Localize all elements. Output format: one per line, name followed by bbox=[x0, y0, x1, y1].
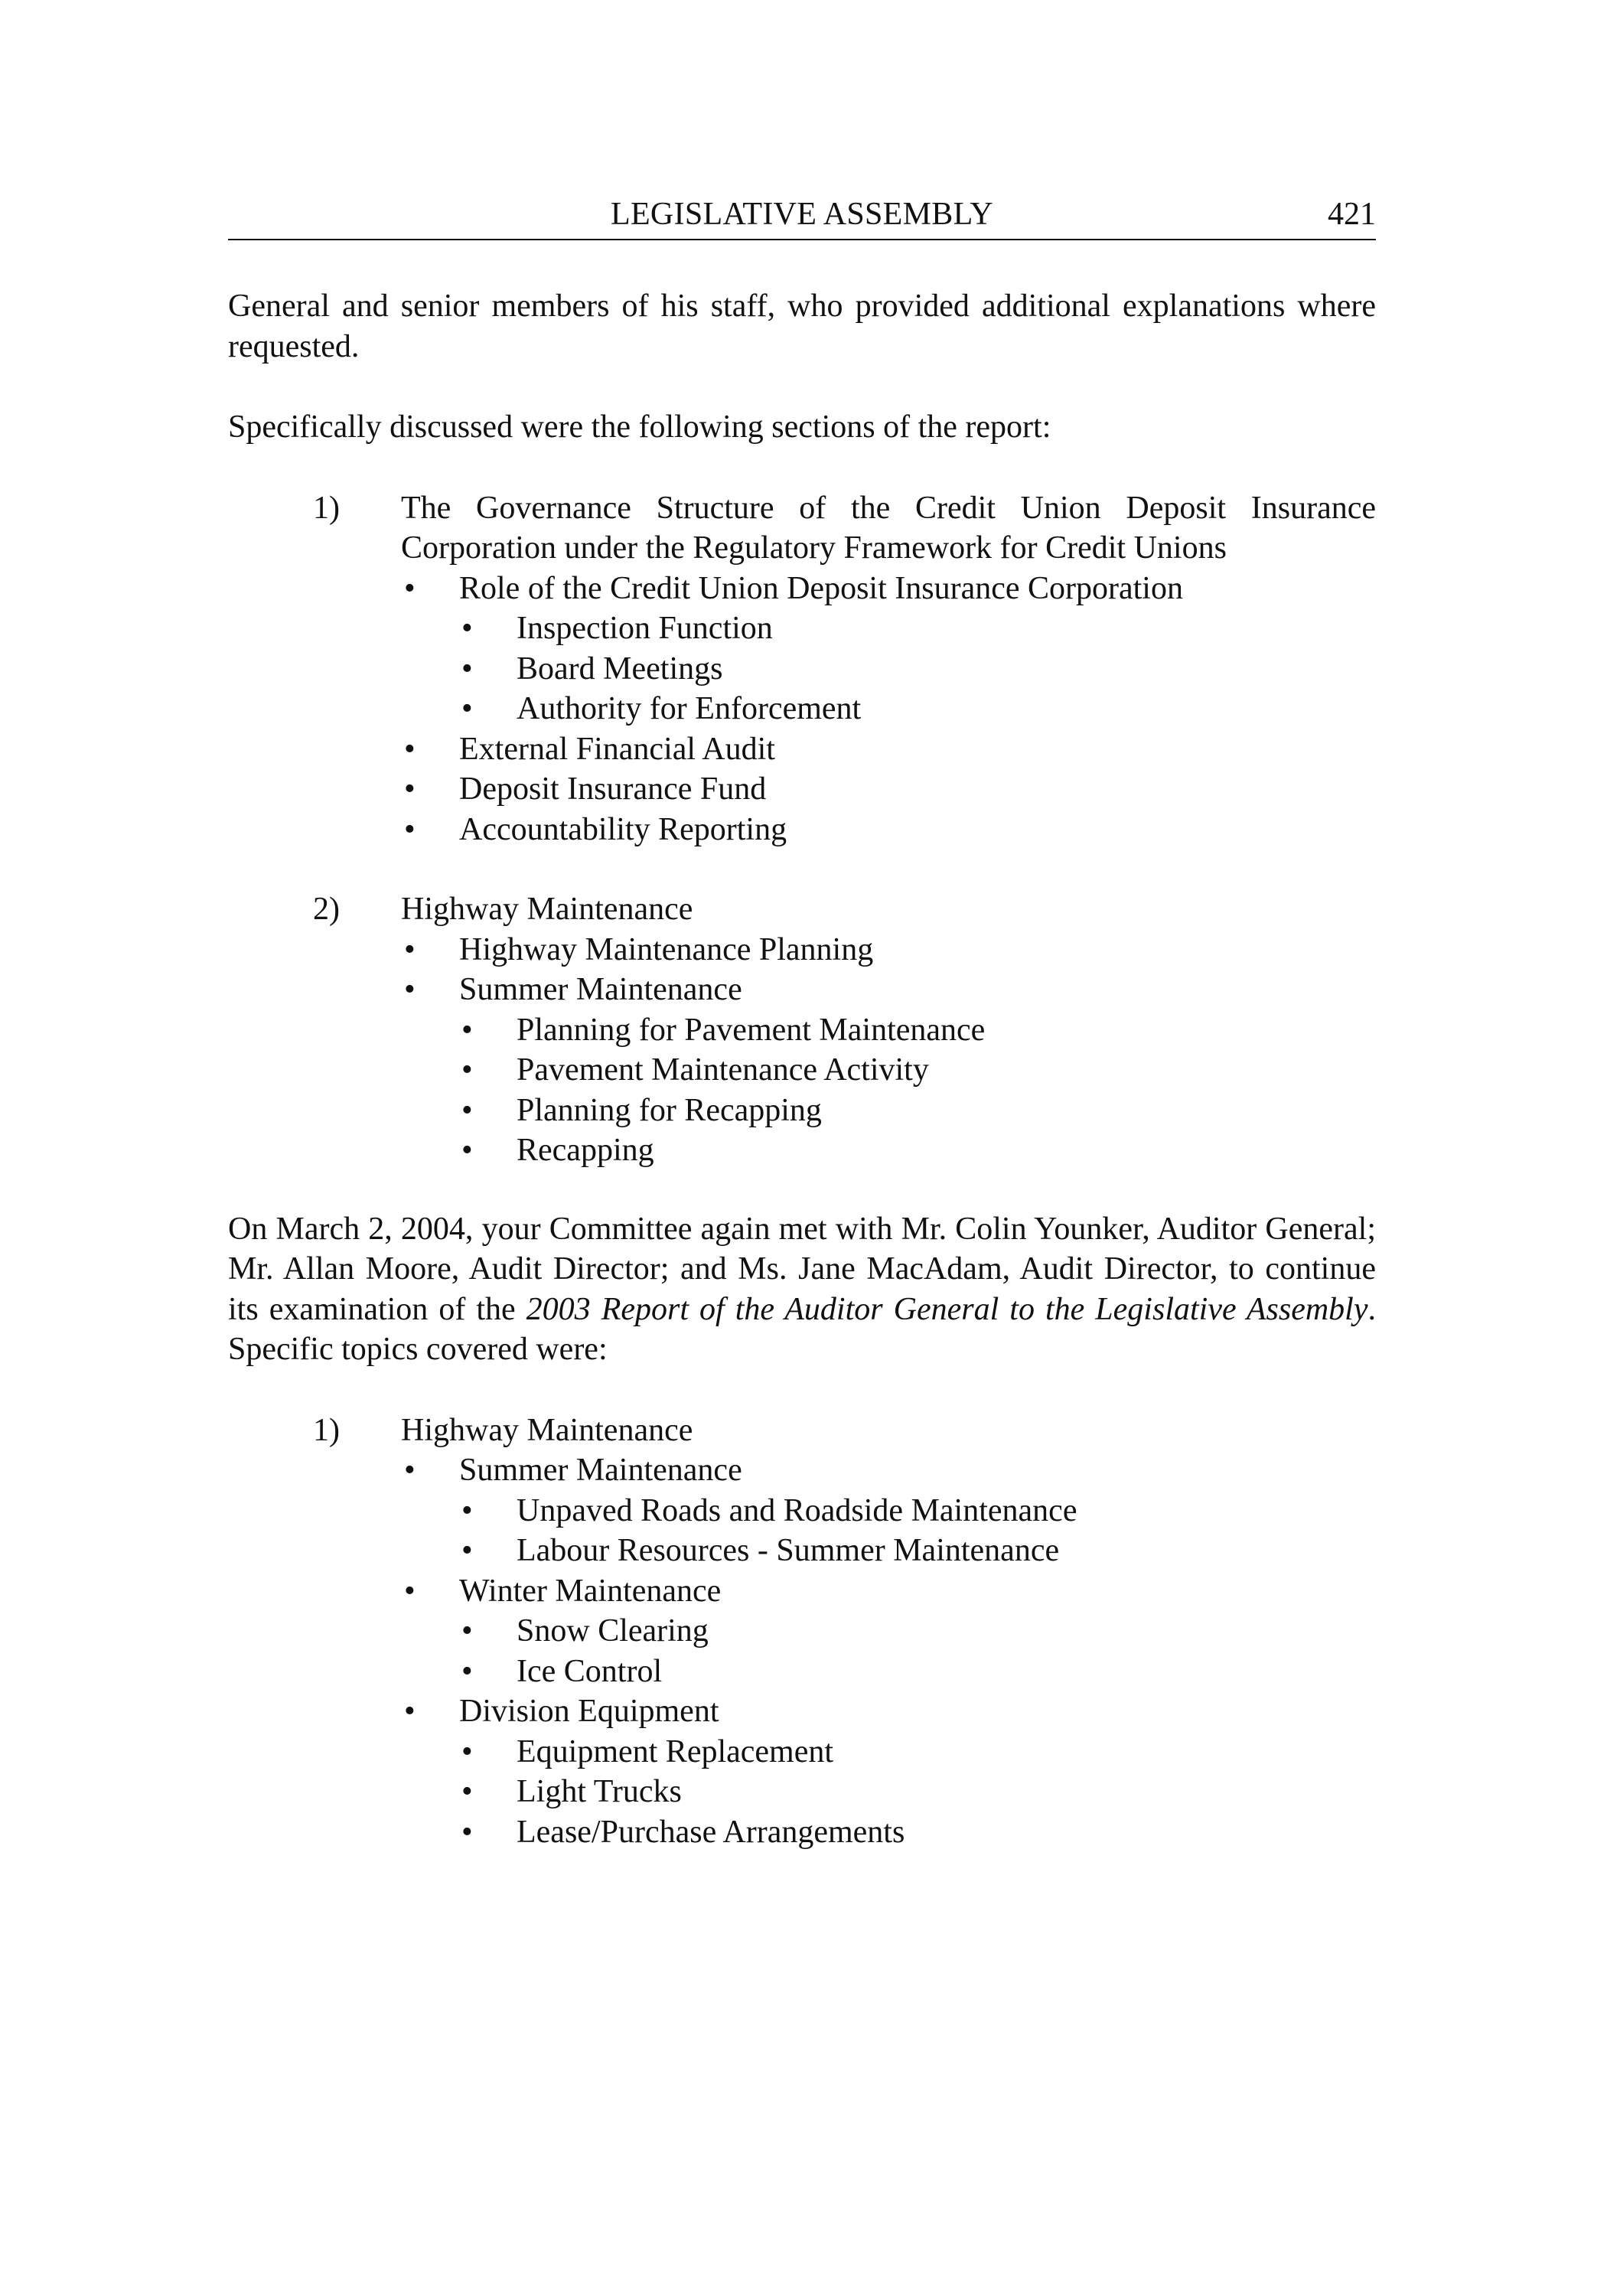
bullet-item bbox=[228, 569, 1376, 609]
item-number: 2) bbox=[313, 892, 340, 927]
bullet-item bbox=[228, 1571, 1376, 1612]
bullet-label: Summer Maintenance bbox=[459, 1453, 742, 1488]
bullet-icon: • bbox=[404, 771, 416, 807]
sub-bullet-item bbox=[228, 1531, 1376, 1571]
bullet-icon: • bbox=[404, 1694, 416, 1729]
bullet-icon: • bbox=[461, 1774, 473, 1809]
bullet-icon: • bbox=[461, 1092, 473, 1128]
bullet-icon: • bbox=[404, 972, 416, 1007]
numbered-item bbox=[228, 488, 1376, 569]
numbered-item bbox=[228, 889, 1376, 930]
bullet-icon: • bbox=[461, 1814, 473, 1850]
bullet-icon: • bbox=[461, 611, 473, 646]
bullet-icon: • bbox=[461, 1133, 473, 1168]
bullet-label: Lease/Purchase Arrangements bbox=[517, 1814, 905, 1850]
bullet-icon: • bbox=[461, 651, 473, 687]
bullet-label: Snow Clearing bbox=[517, 1613, 709, 1649]
bullet-icon: • bbox=[461, 1492, 473, 1528]
sub-bullet-item bbox=[228, 1772, 1376, 1812]
bullet-label: Deposit Insurance Fund bbox=[459, 771, 767, 807]
bullet-icon: • bbox=[404, 1453, 416, 1488]
list-block-highway bbox=[228, 889, 1376, 1171]
bullet-label: Division Equipment bbox=[459, 1694, 719, 1729]
report-title: 2003 Report of the Auditor General to the Legislative Assembly bbox=[526, 1291, 1368, 1327]
bullet-label: Board Meetings bbox=[517, 651, 723, 687]
item-number: 1) bbox=[313, 1412, 340, 1448]
bullet-icon: • bbox=[404, 1573, 416, 1609]
bullet-item bbox=[228, 930, 1376, 970]
bullet-label: Recapping bbox=[517, 1133, 654, 1168]
running-header bbox=[228, 191, 1376, 240]
bullet-label: Unpaved Roads and Roadside Maintenance bbox=[517, 1492, 1077, 1528]
list-block-governance bbox=[228, 488, 1376, 850]
sub-bullet-item bbox=[228, 1491, 1376, 1531]
bullet-icon: • bbox=[461, 1052, 473, 1088]
bullet-icon: • bbox=[404, 570, 416, 606]
bullet-icon: • bbox=[404, 811, 416, 847]
bullet-label: Equipment Replacement bbox=[517, 1733, 834, 1769]
running-title: LEGISLATIVE ASSEMBLY bbox=[611, 197, 993, 232]
meeting-text: On March 2, 2004, your Committee again met with Mr. Colin Younker, Auditor General; Mr. Allan Moore, Audit Director; and Ms. Jane MacAdam, Audit Director, to continue its examination of the bbox=[228, 1211, 1376, 1327]
sub-bullet-item bbox=[228, 1130, 1376, 1171]
list-block-highway-2 bbox=[228, 1411, 1376, 1853]
topics-list bbox=[228, 1411, 1376, 1853]
bullet-label: Labour Resources - Summer Maintenance bbox=[517, 1533, 1060, 1568]
bullet-icon: • bbox=[461, 1012, 473, 1048]
bullet-icon: • bbox=[461, 691, 473, 726]
sub-bullet-item bbox=[228, 1652, 1376, 1692]
bullet-label: Pavement Maintenance Activity bbox=[517, 1052, 929, 1088]
item-title: The Governance Structure of the Credit Union Deposit Insurance Corporation under the Regulatory Framework for Credit Unions bbox=[401, 490, 1376, 566]
meeting-text-end: . Specific topics covered were: bbox=[228, 1291, 1376, 1367]
bullet-icon: • bbox=[404, 931, 416, 967]
bullet-item bbox=[228, 729, 1376, 770]
bullet-label: Planning for Recapping bbox=[517, 1092, 822, 1128]
page-number: 421 bbox=[1328, 197, 1376, 232]
sub-bullet-item bbox=[228, 1812, 1376, 1853]
bullet-icon: • bbox=[461, 1613, 473, 1649]
bullet-item bbox=[228, 810, 1376, 850]
paragraph-sections-intro: Specifically discussed were the following sections of the report: bbox=[228, 409, 1051, 445]
bullet-label: Summer Maintenance bbox=[459, 972, 742, 1007]
bullet-label: Role of the Credit Union Deposit Insurance Corporation bbox=[459, 570, 1183, 606]
bullet-icon: • bbox=[461, 1733, 473, 1769]
bullet-label: External Financial Audit bbox=[459, 731, 775, 767]
bullet-icon: • bbox=[461, 1653, 473, 1689]
sub-bullet-item bbox=[228, 1010, 1376, 1051]
bullet-label: Light Trucks bbox=[517, 1774, 682, 1809]
sub-bullet-item bbox=[228, 608, 1376, 649]
bullet-icon: • bbox=[404, 731, 416, 767]
bullet-label: Accountability Reporting bbox=[459, 811, 787, 847]
document-page bbox=[228, 191, 1376, 1852]
sections-list bbox=[228, 488, 1376, 1171]
sub-bullet-item bbox=[228, 1732, 1376, 1773]
bullet-item bbox=[228, 1450, 1376, 1491]
item-title: Highway Maintenance bbox=[401, 1412, 693, 1448]
item-number: 1) bbox=[313, 490, 340, 526]
bullet-label: Authority for Enforcement bbox=[517, 691, 862, 726]
sub-bullet-item bbox=[228, 649, 1376, 690]
bullet-item bbox=[228, 970, 1376, 1010]
bullet-label: Inspection Function bbox=[517, 611, 773, 646]
bullet-item bbox=[228, 1691, 1376, 1732]
sub-bullet-item bbox=[228, 1091, 1376, 1131]
bullet-icon: • bbox=[461, 1533, 473, 1568]
sub-bullet-item bbox=[228, 689, 1376, 729]
bullet-label: Planning for Pavement Maintenance bbox=[517, 1012, 986, 1048]
bullet-label: Highway Maintenance Planning bbox=[459, 931, 874, 967]
sub-bullet-item bbox=[228, 1611, 1376, 1652]
paragraph-march-meeting bbox=[228, 1209, 1376, 1370]
paragraph-staff: General and senior members of his staff, who provided additional explanations where requested. bbox=[228, 289, 1376, 364]
bullet-label: Winter Maintenance bbox=[459, 1573, 722, 1609]
numbered-item bbox=[228, 1411, 1376, 1451]
item-title: Highway Maintenance bbox=[401, 892, 693, 927]
bullet-item bbox=[228, 769, 1376, 810]
sub-bullet-item bbox=[228, 1050, 1376, 1091]
bullet-label: Ice Control bbox=[517, 1653, 663, 1689]
